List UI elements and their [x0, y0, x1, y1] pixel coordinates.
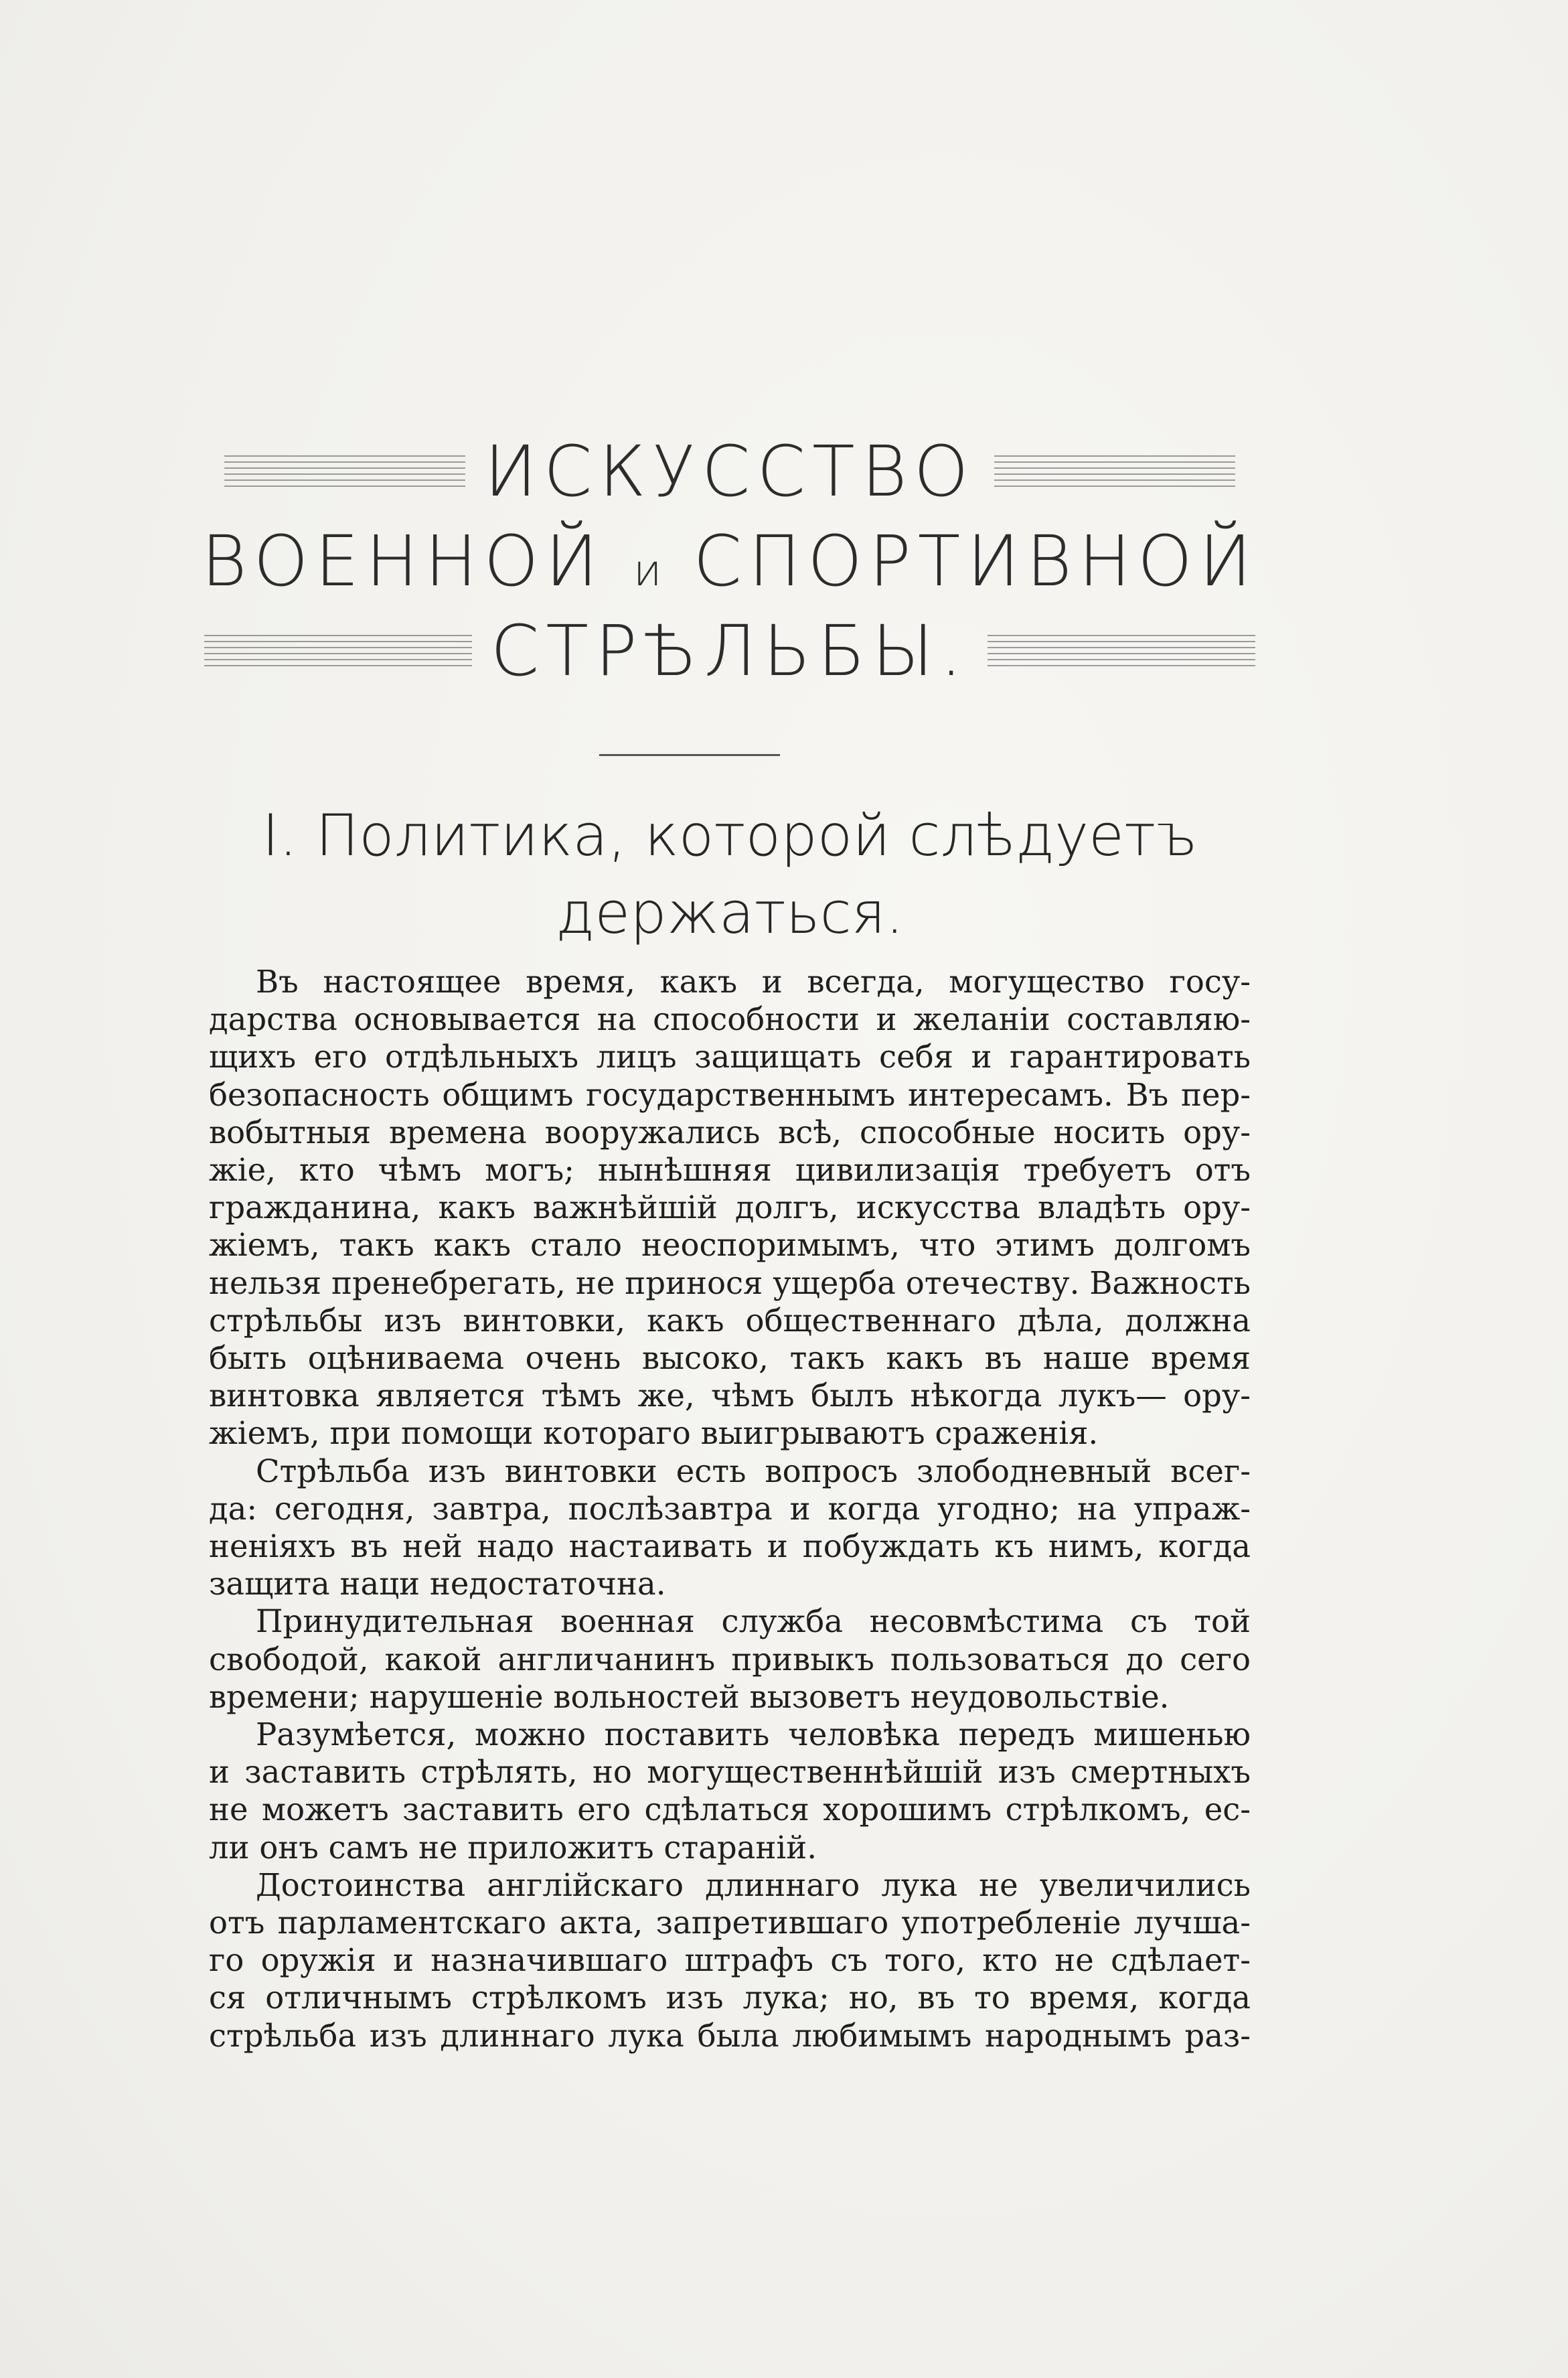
text-line: стрѣльбы изъ винтовки, какъ общественнаго дѣла, должна: [209, 1302, 1251, 1339]
text-line: винтовка является тѣмъ же, чѣмъ былъ нѣкогда лукъ— ору-: [209, 1378, 1251, 1414]
text-line: ли онъ самъ не приложитъ стараній.: [209, 1829, 817, 1866]
text-line: вобытныя времена вооружались всѣ, способные носить ору-: [209, 1114, 1251, 1150]
text-line: времени; нарушеніе вольностей вызоветъ неудовольствіе.: [209, 1678, 1170, 1715]
text-line: го оружія и назначившаго штрафъ съ того, кто не сдѣлает-: [209, 1942, 1251, 1979]
decorative-rule-left: [224, 455, 465, 488]
title-word-i: и: [633, 546, 665, 596]
title-text-1: ИСКУССТВО: [484, 431, 975, 512]
text-line: Стрѣльба изъ винтовки есть вопросъ злободневный всег-: [256, 1453, 1251, 1489]
text-line: жіемъ, такъ какъ стало неоспоримымъ, что этимъ долгомъ: [209, 1227, 1251, 1264]
chapter-heading: [201, 797, 1259, 952]
text-line: свободой, какой англичанинъ привыкъ пользоваться до сего: [209, 1641, 1251, 1678]
text-line: жіе, кто чѣмъ могъ; нынѣшняя цивилизація требуетъ отъ: [209, 1152, 1251, 1189]
title-line-3: [201, 608, 1259, 694]
text-line: быть оцѣниваема очень высоко, такъ какъ въ наше время: [209, 1340, 1251, 1377]
title-text-2: [183, 520, 1277, 602]
chapter-heading-line-2: держаться.: [556, 880, 904, 947]
text-line: да: сегодня, завтра, послѣзавтра и когда угодно; на упраж-: [209, 1490, 1251, 1527]
text-line: щихъ его отдѣльныхъ лицъ защищать себя и гарантировать: [209, 1039, 1251, 1075]
text-line: нельзя пренебрегать, не принося ущерба отечеству. Важность: [209, 1264, 1251, 1301]
text-line: гражданина, какъ важнѣйшій долгъ, искусства владѣть ору-: [209, 1189, 1251, 1226]
title-line-1: [201, 429, 1259, 514]
text-line: неніяхъ въ ней надо настаивать и побуждать къ нимъ, когда: [209, 1528, 1251, 1565]
text-line: Достоинства англійскаго длиннаго лука не увеличились: [256, 1866, 1251, 1903]
section-divider: [599, 754, 780, 756]
text-line: защита наци недостаточна.: [209, 1566, 666, 1603]
title-word-sportivnoy: СПОРТИВНОЙ: [693, 520, 1259, 602]
decorative-rule-right: [988, 635, 1255, 667]
text-line: безопасность общимъ государственнымъ интересамъ. Въ пер-: [209, 1076, 1251, 1113]
text-line: Принудительная военная служба несовмѣстима съ той: [256, 1603, 1251, 1640]
chapter-heading-line-1: I. Политика, которой слѣдуетъ: [262, 802, 1198, 869]
text-line: дарства основывается на способности и желаніи составляю-: [209, 1001, 1251, 1038]
text-line: отъ парламентскаго акта, запретившаго употребленіе лучша-: [209, 1905, 1251, 1941]
text-line: Разумѣется, можно поставить человѣка передъ мишенью: [256, 1716, 1251, 1753]
text-line: ся отличнымъ стрѣлкомъ изъ лука; но, въ то время, когда: [209, 1980, 1251, 2016]
body-text: [209, 963, 1251, 2055]
book-title: [201, 429, 1259, 698]
title-line-2: [201, 518, 1259, 604]
decorative-rule-left: [204, 635, 472, 667]
text-line: жіемъ, при помощи котораго выигрываютъ сраженія.: [209, 1415, 1099, 1452]
decorative-rule-right: [994, 455, 1235, 488]
title-word-voennoy: ВОЕННОЙ: [201, 520, 605, 602]
text-line: не можетъ заставить его сдѣлаться хорошимъ стрѣлкомъ, ес-: [209, 1791, 1251, 1828]
text-line: стрѣльба изъ длиннаго лука была любимымъ народнымъ раз-: [209, 2017, 1251, 2054]
text-line: и заставить стрѣлять, но могущественнѣйшій изъ смертныхъ: [209, 1754, 1251, 1791]
title-text-3: СТРѢЛЬБЫ.: [490, 610, 969, 692]
text-line: Въ настоящее время, какъ и всегда, могущество госу-: [256, 964, 1251, 1000]
